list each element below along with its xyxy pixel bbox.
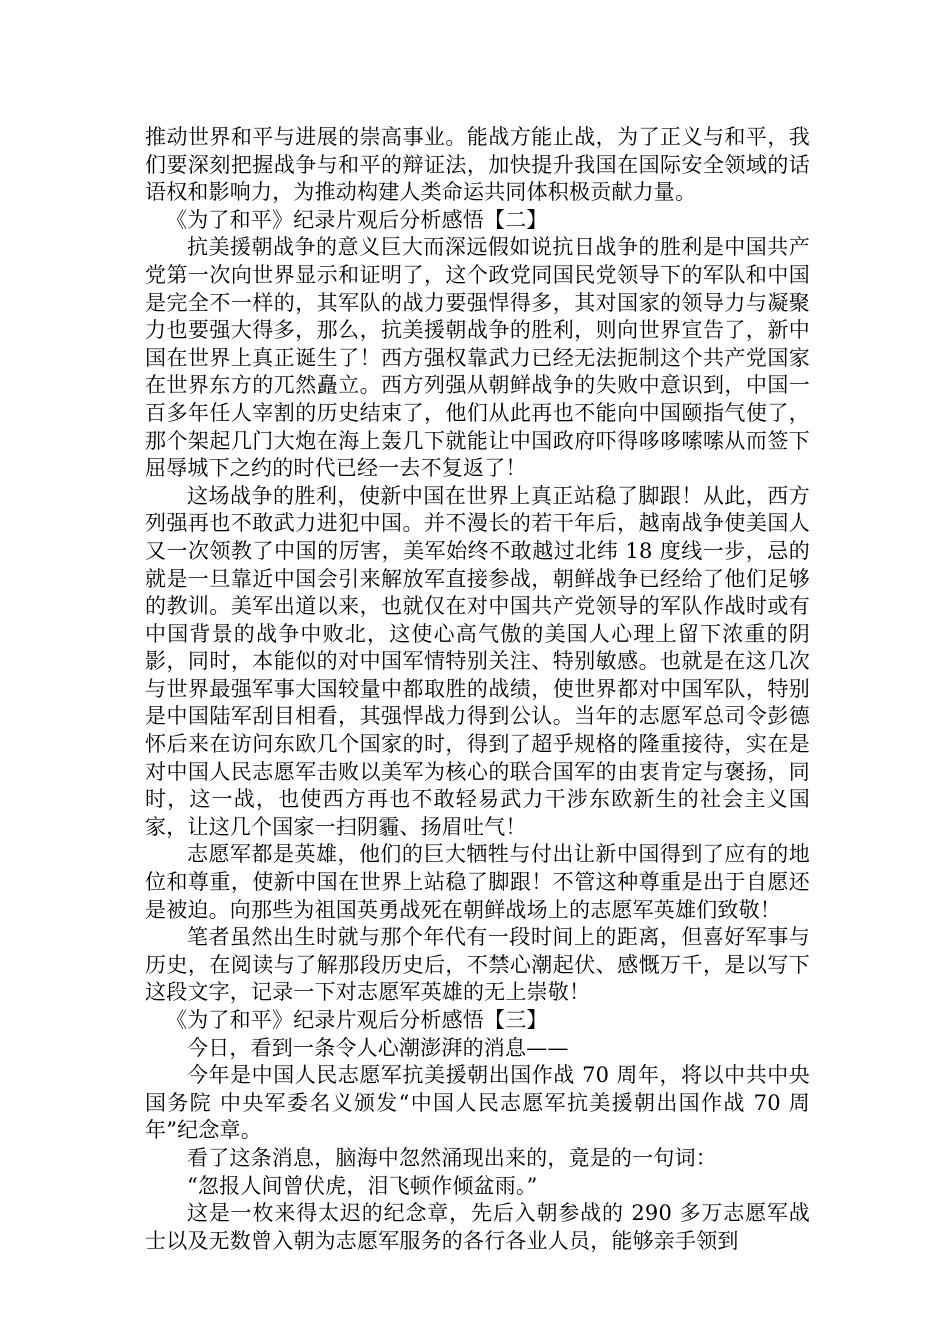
- paragraph-anniversary: 今年是中国人民志愿军抗美援朝出国作战 70 周年，将以中共中央 国务院 中央军委名义颁发“中国人民志愿军抗美援朝出国作战 70 周年”纪念章。: [145, 1063, 810, 1143]
- paragraph-author: 笔者虽然出生时就与那个年代有一段时间上的距离，但喜好军事与历史，在阅读与了解那段历史后，不禁心潮起伏、感慨万千，是以写下这段文字，记录一下对志愿军英雄的无上崇敬！: [145, 925, 810, 1005]
- paragraph-poem: “忽报人间曾伏虎，泪飞顿作倾盆雨。”: [187, 1173, 538, 1198]
- paragraph-heroes: 志愿军都是英雄，他们的巨大牺牲与付出让新中国得到了应有的地位和尊重，使新中国在世界上站稳了脚跟！不管这种尊重是出于自愿还是被迫。向那些为祖国英勇战死在朝鲜战场上的志愿军英雄们致敬！: [145, 842, 810, 922]
- paragraph-news: 今日，看到一条令人心潮澎湃的消息——: [187, 1035, 569, 1060]
- document-body: [145, 124, 810, 1255]
- paragraph-medal: 这是一枚来得太迟的纪念章，先后入朝参战的 290 多万志愿军战士以及无数曾入朝为志愿军服务的各行各业人员，能够亲手领到: [145, 1201, 810, 1253]
- paragraph-victory: 这场战争的胜利，使新中国在世界上真正站稳了脚跟！从此，西方列强再也不敢武力进犯中国。并不漫长的若干年后，越南战争使美国人又一次领教了中国的厉害，美军始终不敢越过北纬 18 度线一步，忌的就是一旦靠近中国会引来解放军直接参战，朝鲜战争已经给了他们足够的教训。美军出道以来，也就仅在对中国共产党领导的军队作战时或有中国背景的战争中败北，这使心高气傲的美国人心理上留下浓重的阴影，同时，本能似的对中国军情特别关注、特别敏感。也就是在这几次与世界最强军事大国较量中都取胜的战绩，使世界都对中国军队，特别是中国陆军刮目相看，其强悍战力得到公认。当年的志愿军总司令彭德怀后来在访问东欧几个国家的时，得到了超乎规格的隆重接待，实在是对中国人民志愿军击败以美军为核心的联合国军的由衷肯定与褒扬，同时，这一战，也使西方再也不敢轻易武力干涉东欧新生的社会主义国家，让这几个国家一扫阴霾、扬眉吐气！: [145, 483, 810, 839]
- paragraph-significance: 抗美援朝战争的意义巨大而深远假如说抗日战争的胜利是中国共产党第一次向世界显示和证明了，这个政党同国民党领导下的军队和中国是完全不一样的，其军队的战力要强悍得多，其对国家的领导力与凝聚力也要强大得多，那么，抗美援朝战争的胜利，则向世界宣告了，新中国在世界上真正诞生了！西方强权靠武力已经无法扼制这个共产党国家在世界东方的兀然矗立。西方列强从朝鲜战争的失败中意识到，中国一百多年任人宰割的历史结束了，他们从此再也不能向中国颐指气使了，那个架起几门大炮在海上轰几下就能让中国政府吓得哆哆嗦嗦从而签下屈辱城下之约的时代已经一去不复返了！: [145, 235, 810, 481]
- paragraph-reflection: 看了这条消息，脑海中忽然涌现出来的，竟是的一句词：: [187, 1145, 717, 1170]
- paragraph-continued: 推动世界和平与进展的崇高事业。能战方能止战，为了正义与和平，我们要深刻把握战争与和平的辩证法，加快提升我国在国际安全领域的话语权和影响力，为推动构建人类命运共同体积极贡献力量。: [145, 125, 810, 205]
- section-title-three: 《为了和平》纪录片观后分析感悟【三】: [166, 1008, 548, 1032]
- section-title-two: 《为了和平》纪录片观后分析感悟【二】: [166, 207, 548, 232]
